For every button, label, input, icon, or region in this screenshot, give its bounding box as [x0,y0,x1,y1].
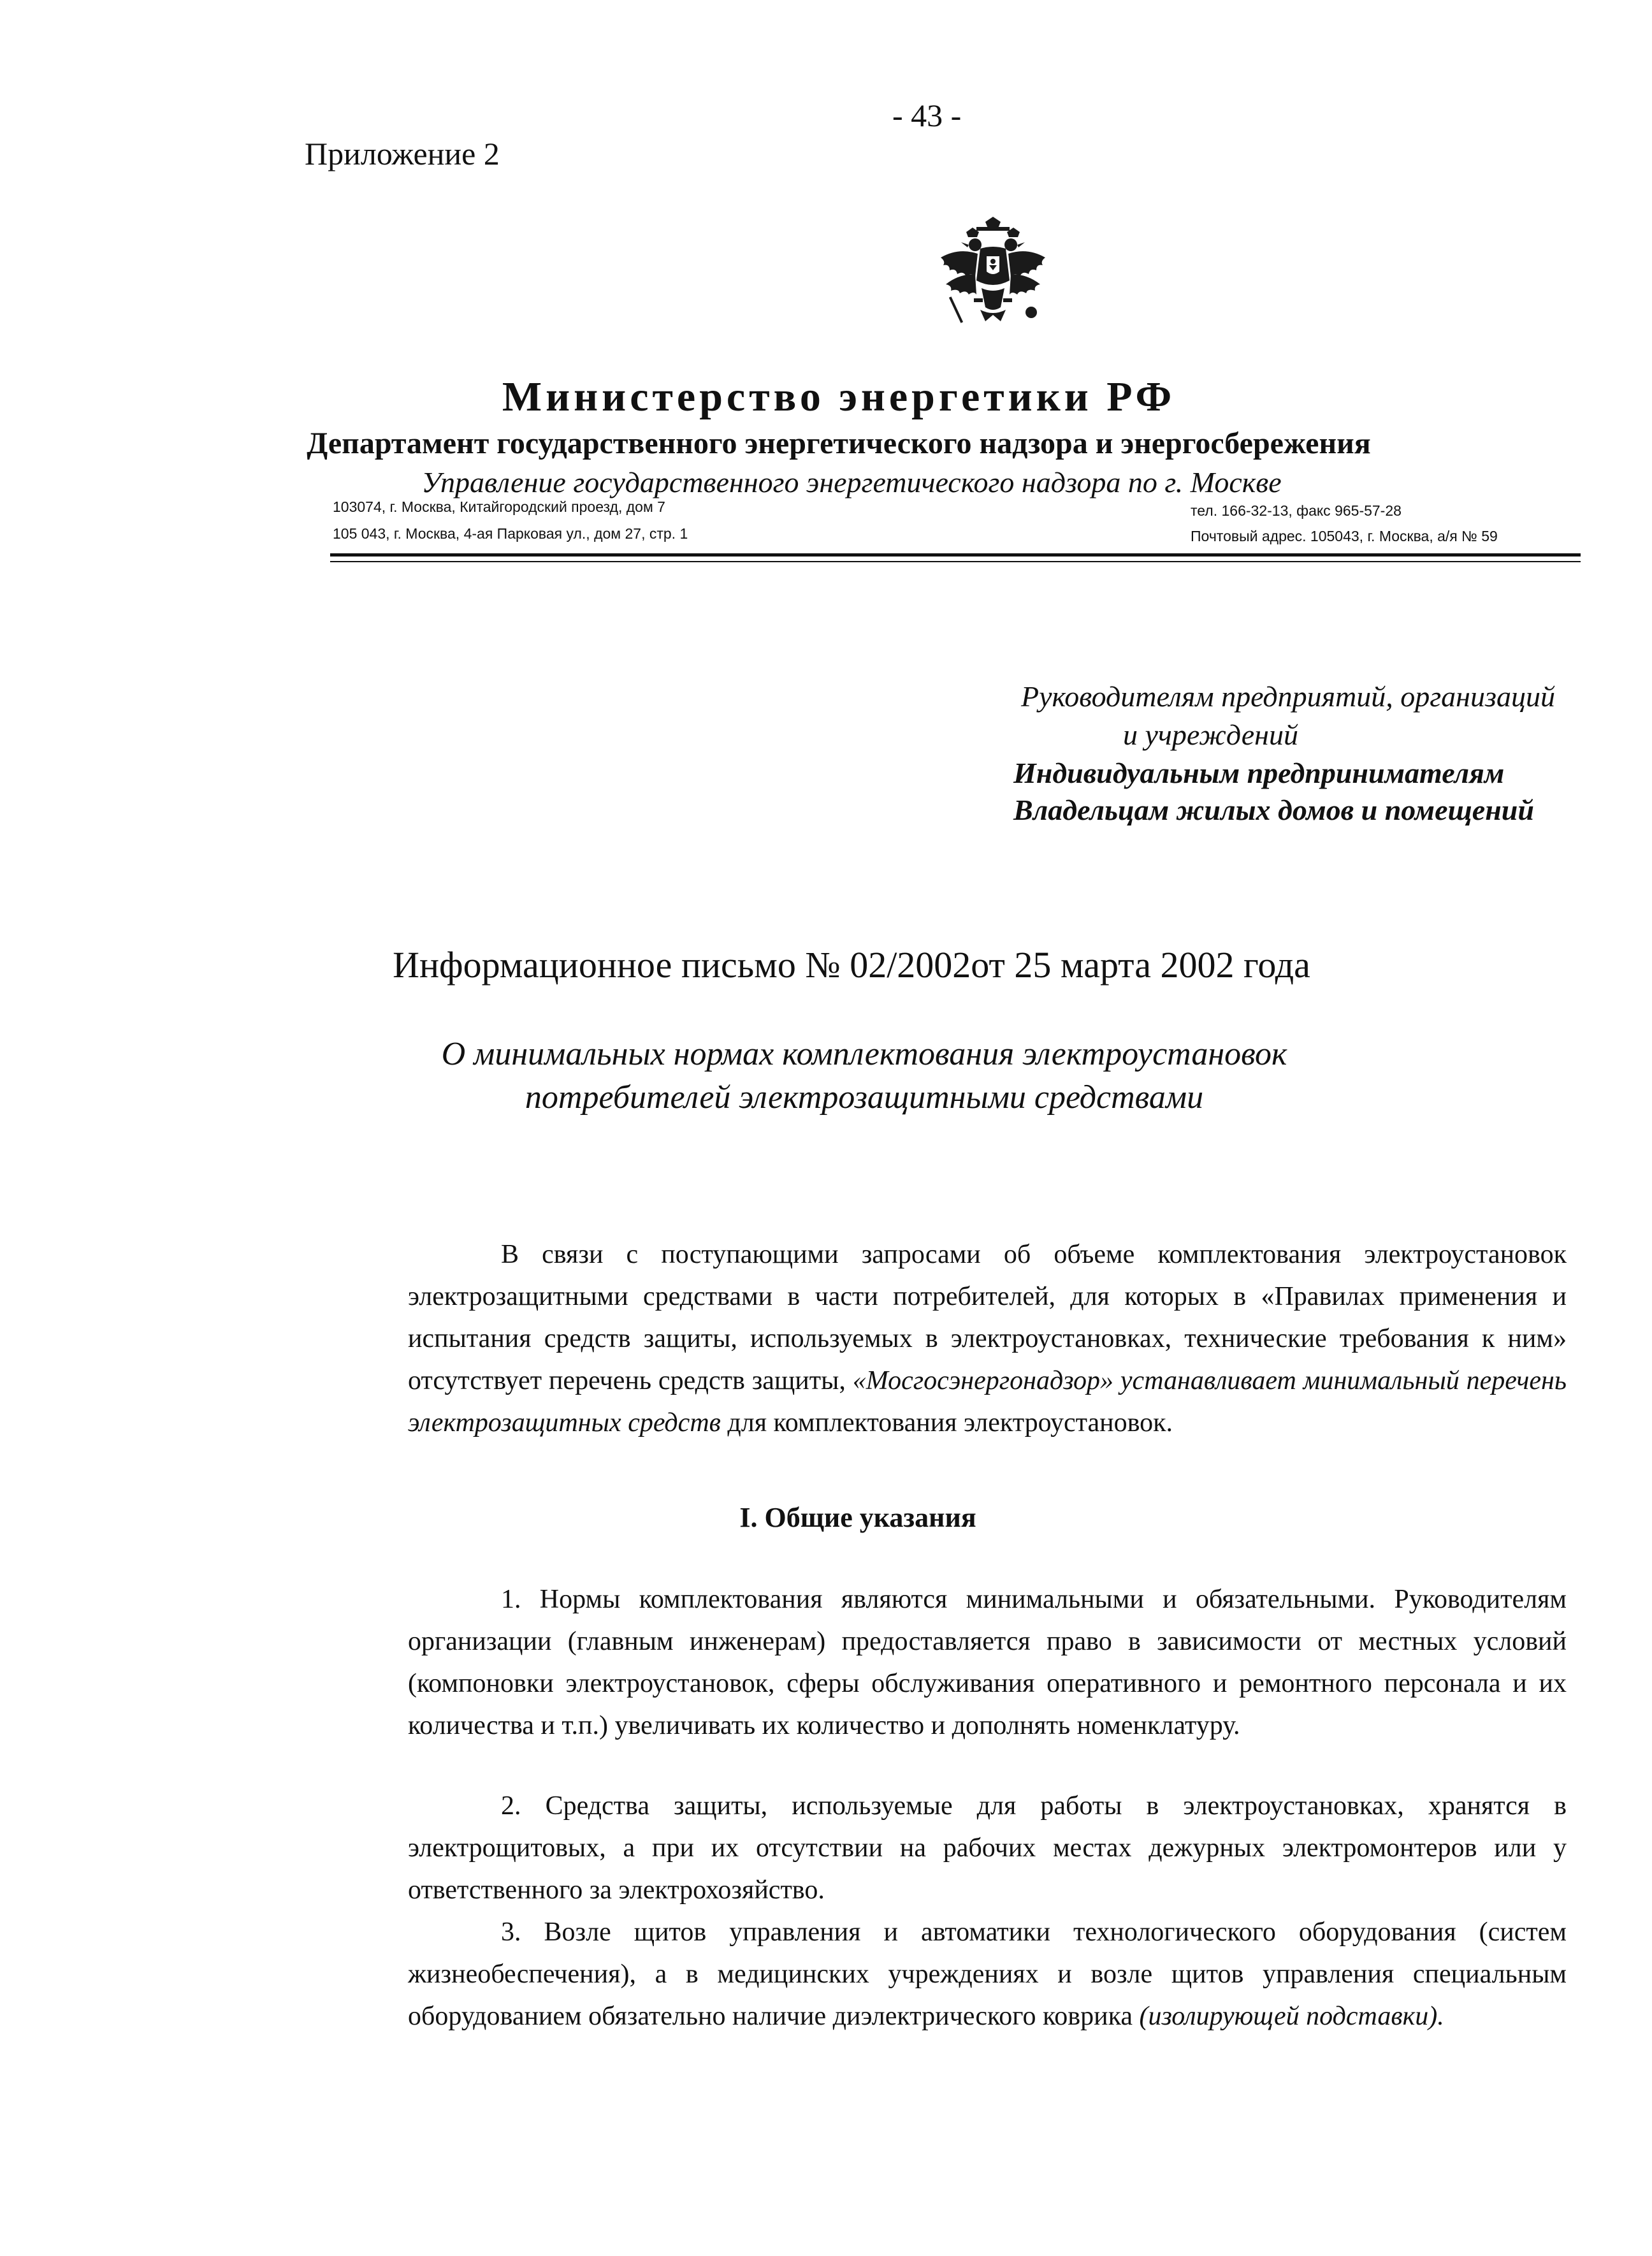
addressee-line-1: Руководителям предприятий, организаций [1021,680,1555,713]
item-3-paragraph [408,1911,1567,2037]
addressee-line-2: и учреждений [1123,718,1298,751]
intro-italic-text: «Мосгосэнергонадзор» устанавливает минимальный перечень электрозащитных средств [408,1366,1567,1437]
double-headed-eagle-icon [936,217,1050,338]
address-line-1: 103074, г. Москва, Китайгородский проезд, дом 7 [333,499,665,515]
item-2-text: 2. Средства защиты, используемые для работы в электроустановках, хранятся в электрощитовых, а при их отсутствии на рабочих местах дежурных электромонтеров или у ответственного за электрохозяйство. [408,1791,1567,1905]
letter-title: Информационное письмо № 02/2002от 25 марта 2002 года [393,944,1310,986]
item-3-text: 3. Возле щитов управления и автоматики технологического оборудования (систем жизнеобеспечения), а в медицинских учреждениях и возле щитов управления специальным оборудованием обязательно наличие диэлектрического коврика [408,1918,1567,2031]
subject-line-2: потребителей электрозащитными средствами [525,1079,1204,1116]
appendix-label: Приложение 2 [305,136,500,171]
page-number: - 43 - [892,98,962,133]
letterhead-rule-thick [330,553,1581,557]
subject-line-1: О минимальных нормах комплектования электроустановок [441,1036,1287,1072]
item-1-paragraph [408,1578,1567,1747]
department-name: Департамент государственного энергетического надзора и энергосбережения [307,426,1371,460]
phone-fax: тел. 166-32-13, факс 965-57-28 [1191,502,1402,519]
addressee-line-3: Индивидуальным предпринимателям [1013,757,1505,789]
intro-paragraph [408,1234,1567,1444]
ministry-name: Министерство энергетики РФ [502,374,1176,420]
intro-text: В связи с поступающими запросами об объеме комплектования электроустановок электрозащитными средствами в части потребителей, для которых в «Правилах применения и испытания средств защиты, используемых в электроустановках, технические требования к ним» отсутствует перечень средств защиты, [408,1240,1567,1395]
item-1-text: 1. Нормы комплектования являются минимальными и обязательными. Руководителям организации (главным инженерам) предоставляется право в зависимости от местных условий (компоновки электроустановок, сферы обслуживания оперативного и ремонтного персонала и их количества и т.п.) увеличивать их количество и дополнять номенклатуру. [408,1585,1567,1740]
item-2-paragraph [408,1785,1567,1911]
letterhead-rule-thin [330,561,1581,562]
intro-end-text: для комплектования электроустановок. [720,1408,1173,1437]
section-heading: I. Общие указания [739,1502,976,1533]
item-3-italic-text: (изолирующей подставки). [1139,2002,1444,2031]
address-line-2: 105 043, г. Москва, 4-ая Парковая ул., дом 27, стр. 1 [333,525,688,542]
directorate-name: Управление государственного энергетического надзора по г. Москве [421,466,1282,499]
addressee-line-4: Владельцам жилых домов и помещений [1013,794,1534,826]
postal-address: Почтовый адрес. 105043, г. Москва, а/я № 59 [1191,528,1498,544]
